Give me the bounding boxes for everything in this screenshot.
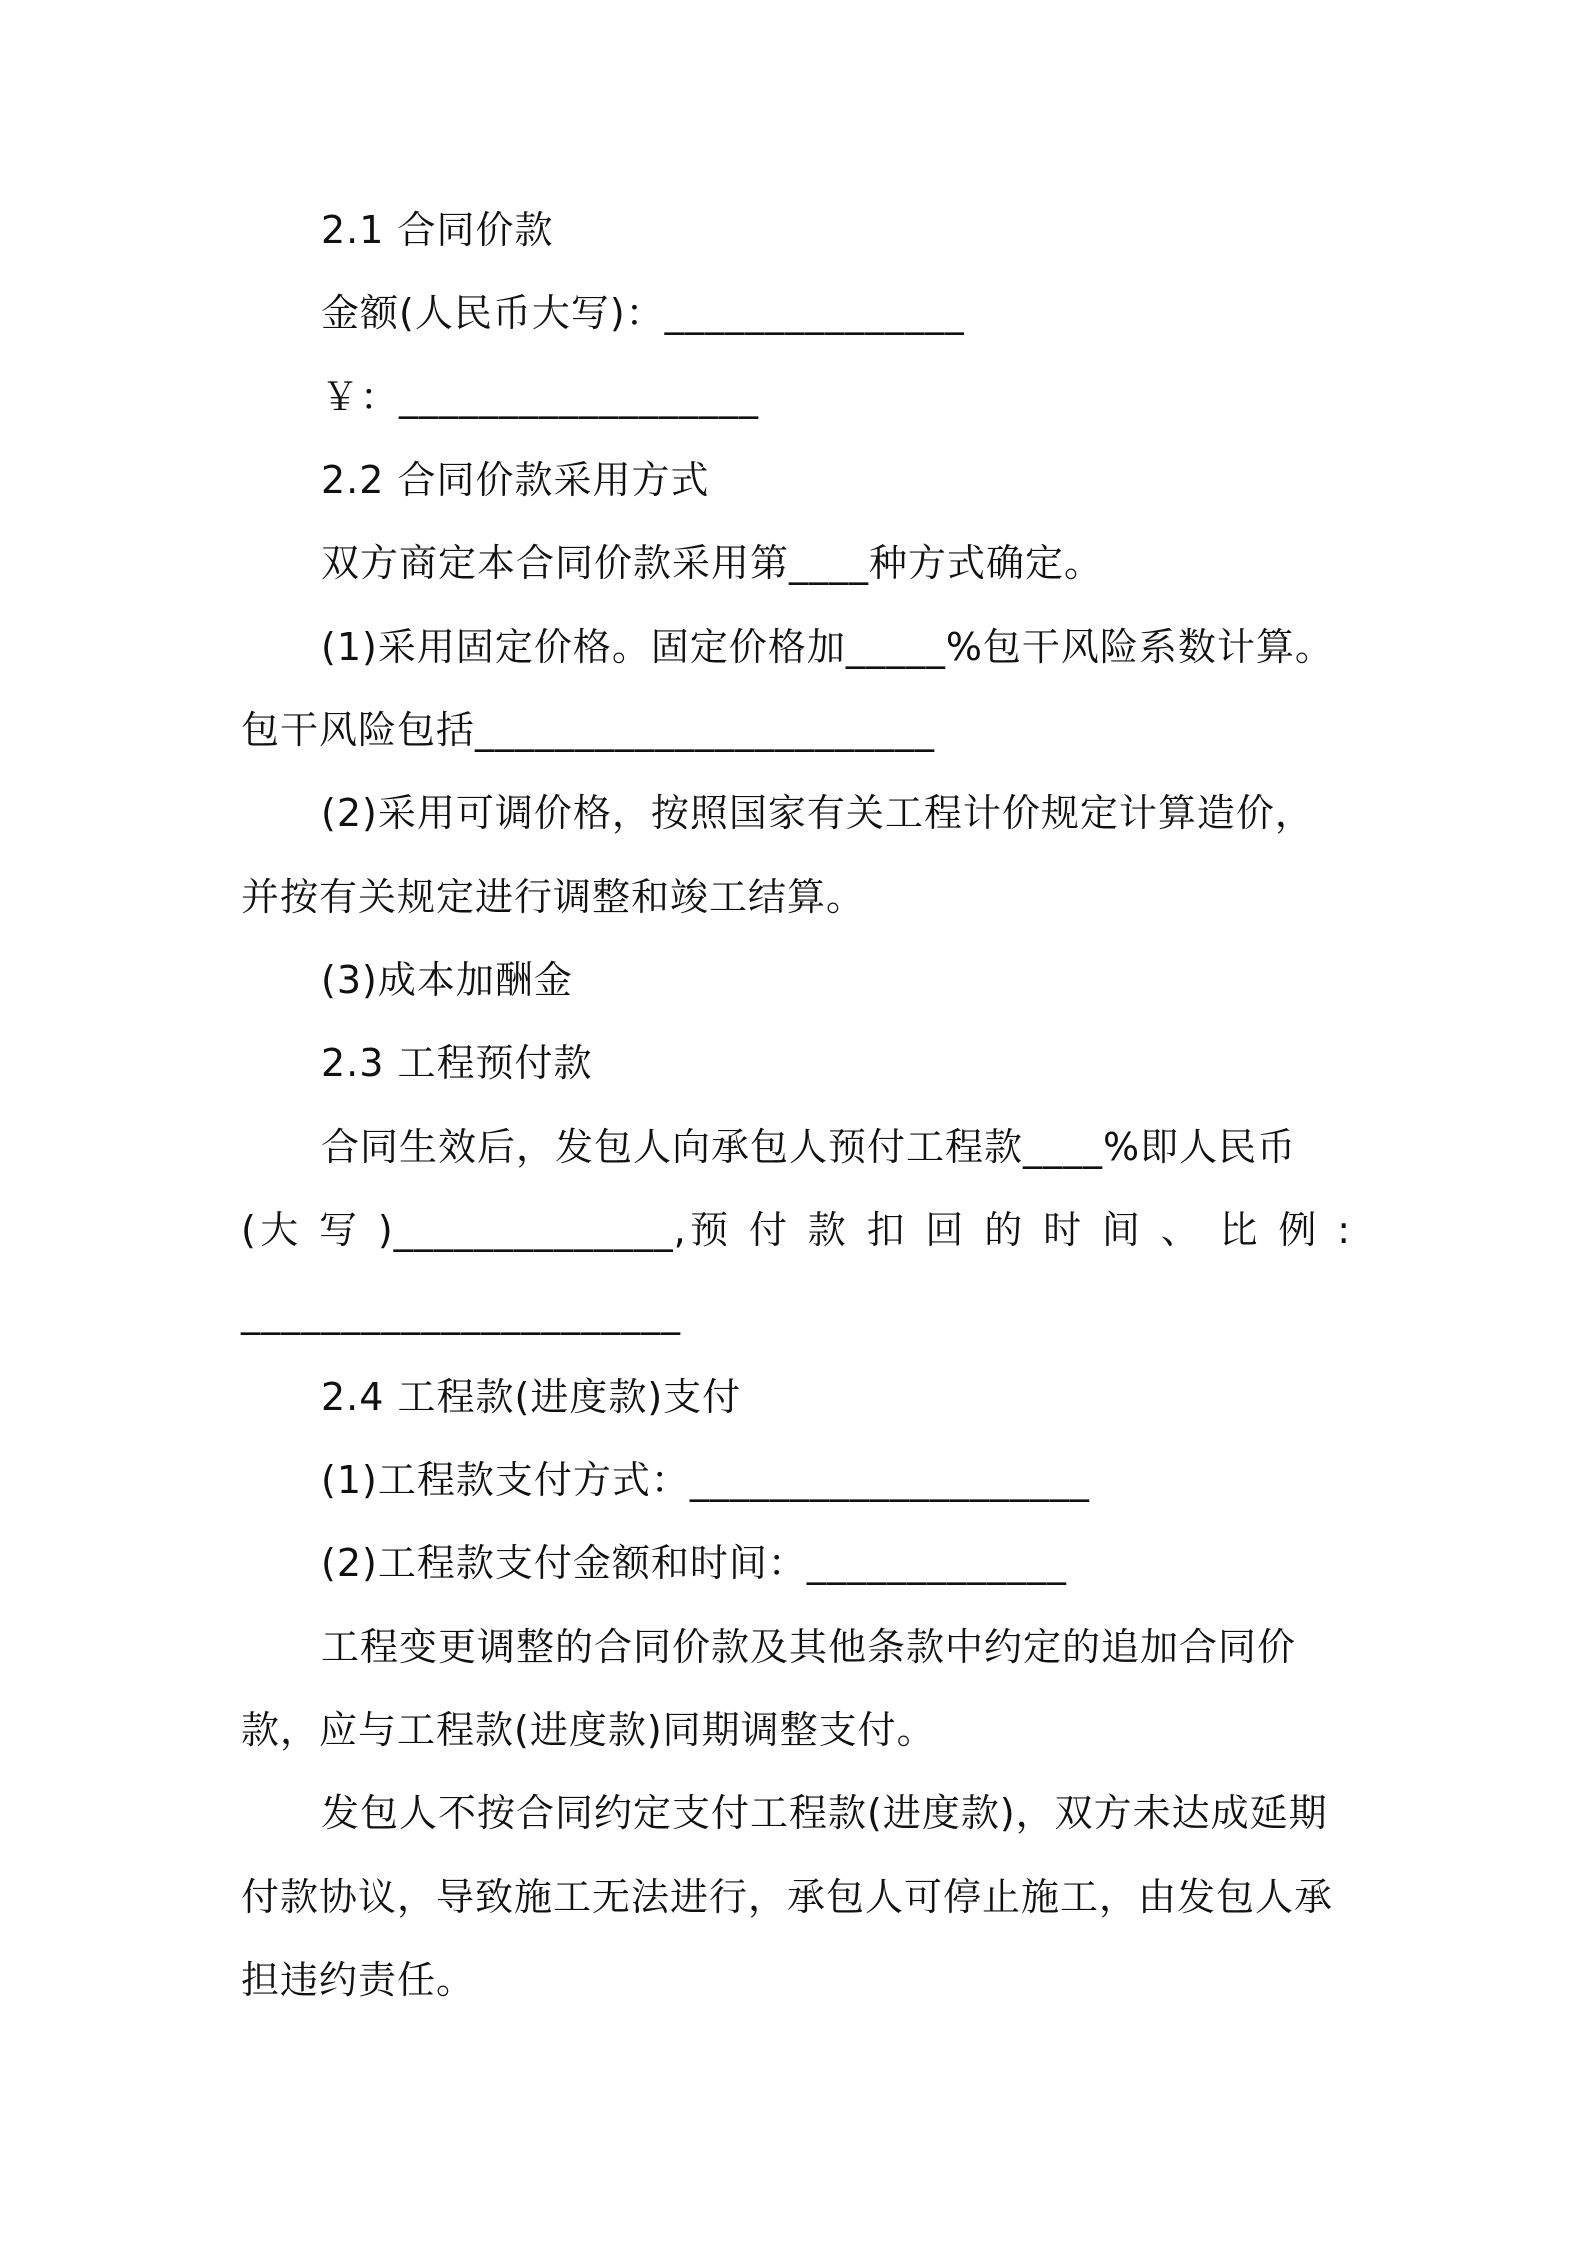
paragraph-change-adjustment-cont: 款，应与工程款(进度款)同期调整支付。 (241, 1708, 936, 1752)
paragraph-default-liability-end: 担违约责任。 (241, 1958, 476, 2002)
amount-yuan-field: ￥：__________________ (321, 375, 760, 419)
paragraph-adjustable-price: (2)采用可调价格，按照国家有关工程计价规定计算造价， (321, 791, 1314, 835)
paragraph-payment-amount-time: (2)工程款支付金额和时间：_____________ (321, 1541, 1067, 1585)
section-heading-2-4: 2.4 工程款(进度款)支付 (321, 1375, 742, 1419)
paragraph-change-adjustment: 工程变更调整的合同价款及其他条款中约定的追加合同价 (321, 1625, 1297, 1669)
section-heading-2-3: 2.3 工程预付款 (321, 1041, 593, 1085)
paragraph-advance-payment-cont: (大 写 )______________,预 付 款 扣 回 的 时 间 、 比 例 : (241, 1208, 1351, 1252)
section-heading-2-2: 2.2 合同价款采用方式 (321, 458, 710, 502)
paragraph-cost-plus: (3)成本加酬金 (321, 958, 573, 1002)
paragraph-payment-method: (1)工程款支付方式：____________________ (321, 1458, 1090, 1502)
paragraph-fixed-price: (1)采用固定价格。固定价格加_____%包干风险系数计算。 (321, 625, 1334, 669)
paragraph-default-liability: 发包人不按合同约定支付工程款(进度款)，双方未达成延期 (321, 1791, 1328, 1835)
section-heading-2-1: 2.1 合同价款 (321, 208, 554, 252)
paragraph-advance-payment: 合同生效后，发包人向承包人预付工程款____%即人民币 (321, 1125, 1297, 1169)
paragraph-fixed-price-cont: 包干风险包括_______________________ (241, 708, 936, 752)
paragraph-default-liability-cont: 付款协议，导致施工无法进行，承包人可停止施工，由发包人承 (241, 1875, 1334, 1919)
paragraph-method-choice: 双方商定本合同价款采用第____种方式确定。 (321, 541, 1104, 585)
paragraph-adjustable-price-cont: 并按有关规定进行调整和竣工结算。 (241, 875, 866, 919)
amount-uppercase-field: 金额(人民币大写)：_______________ (321, 291, 965, 335)
paragraph-advance-payment-blank: ______________________ (241, 1291, 681, 1335)
